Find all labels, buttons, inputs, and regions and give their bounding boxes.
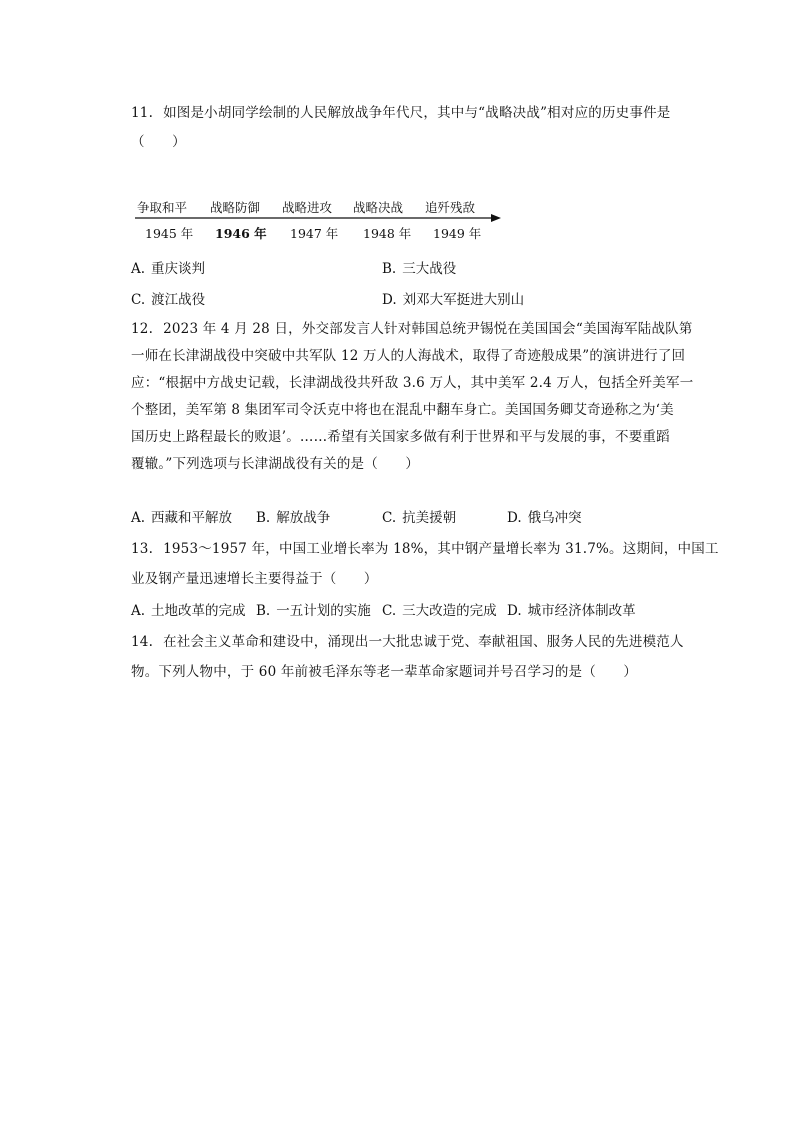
year-label: 1949 年 xyxy=(433,226,482,241)
q12-line-5 xyxy=(131,427,670,447)
war-timeline xyxy=(131,194,511,250)
q13-option-d[interactable]: D. 城市经济体制改革 xyxy=(507,603,636,619)
q12-option-b[interactable]: B. 解放战争 xyxy=(256,510,331,526)
q14-stem-1: 在社会主义革命和建设中，涌现出一大批忠诚于党、奉献祖国、服务人民的先进模范人 xyxy=(163,634,684,650)
phase-label: 追歼残敌 xyxy=(425,200,476,215)
q12-line-1 xyxy=(131,319,693,339)
phase-label: 战略进攻 xyxy=(282,200,333,215)
q14-stem-2: 物。下列人物中，于 60 年前被毛泽东等老一辈革命家题词并号召学习的是（ ） xyxy=(131,664,638,680)
year-label: 1947 年 xyxy=(290,226,339,241)
q13-option-b[interactable]: B. 一五计划的实施 xyxy=(256,603,371,619)
q12-line-2 xyxy=(131,346,685,366)
q11-option-b[interactable]: B. 三大战役 xyxy=(382,261,457,277)
q11-option-a[interactable]: A. 重庆谈判 xyxy=(131,261,206,277)
q13-line-2 xyxy=(131,569,378,589)
q14-line-1 xyxy=(131,632,684,652)
phase-label: 战略决战 xyxy=(353,200,404,215)
q12-stem-1: 2023 年 4 月 28 日，外交部发言人针对韩国总统尹锡悦在美国国会“美国海军陆战队第 xyxy=(163,321,693,337)
timeline-arrow-icon xyxy=(491,214,501,222)
q13-stem-1: 1953～1957 年，中国工业增长率为 18%，其中钢产量增长率为 31.7%。这期间，中国工 xyxy=(163,541,719,557)
year-label: 1945 年 xyxy=(145,226,194,241)
q11-stem-2: （ ） xyxy=(131,134,186,150)
q14-line-2 xyxy=(131,662,637,682)
q13-number: 13. xyxy=(131,541,154,557)
q13-option-c[interactable]: C. 三大改造的完成 xyxy=(382,603,497,619)
q13-option-a[interactable]: A. 土地改革的完成 xyxy=(131,603,246,619)
q11-option-c[interactable]: C. 渡江战役 xyxy=(131,292,206,308)
q12-option-a[interactable]: A. 西藏和平解放 xyxy=(131,510,233,526)
q11-stem-1: 如图是小胡同学绘制的人民解放战争年代尺，其中与“战略决战”相对应的历史事件是 xyxy=(163,105,671,121)
q11-line-2 xyxy=(131,132,186,152)
q12-stem-2: 一师在长津湖战役中突破中共军队 12 万人的人海战术，取得了奇迹般成果”的演讲进行了回 xyxy=(131,348,686,364)
q12-stem-5: 国历史上路程最长的败退’。……希望有关国家多做有利于世界和平与发展的事，不要重蹈 xyxy=(131,429,670,445)
q12-option-c[interactable]: C. 抗美援朝 xyxy=(382,510,457,526)
q12-number: 12. xyxy=(131,321,154,337)
q12-stem-6: 覆辙。”下列选项与长津湖战役有关的是（ ） xyxy=(131,456,420,472)
q12-line-6 xyxy=(131,454,419,474)
q14-number: 14. xyxy=(131,634,154,650)
q13-line-1 xyxy=(131,539,719,559)
q12-line-4 xyxy=(131,400,674,420)
year-label: 1946 年 xyxy=(215,226,267,241)
q11-line-1 xyxy=(131,103,670,123)
q11-option-d[interactable]: D. 刘邓大军挺进大别山 xyxy=(382,292,525,308)
q12-stem-4: 个整团，美军第 8 集团军司令沃克中将也在混乱中翻车身亡。美国国务卿艾奇逊称之为‘美 xyxy=(131,402,674,418)
q12-option-d[interactable]: D. 俄乌冲突 xyxy=(507,510,582,526)
phase-label: 战略防御 xyxy=(210,200,261,215)
q12-line-3 xyxy=(131,373,693,393)
q12-stem-3: 应：“根据中方战史记载，长津湖战役共歼敌 3.6 万人，其中美军 2.4 万人，包括全歼美军一 xyxy=(131,375,694,391)
year-label: 1948 年 xyxy=(363,226,412,241)
phase-label: 争取和平 xyxy=(137,200,188,215)
q11-number: 11. xyxy=(131,105,154,121)
q13-stem-2: 业及钢产量迅速增长主要得益于（ ） xyxy=(131,571,378,587)
